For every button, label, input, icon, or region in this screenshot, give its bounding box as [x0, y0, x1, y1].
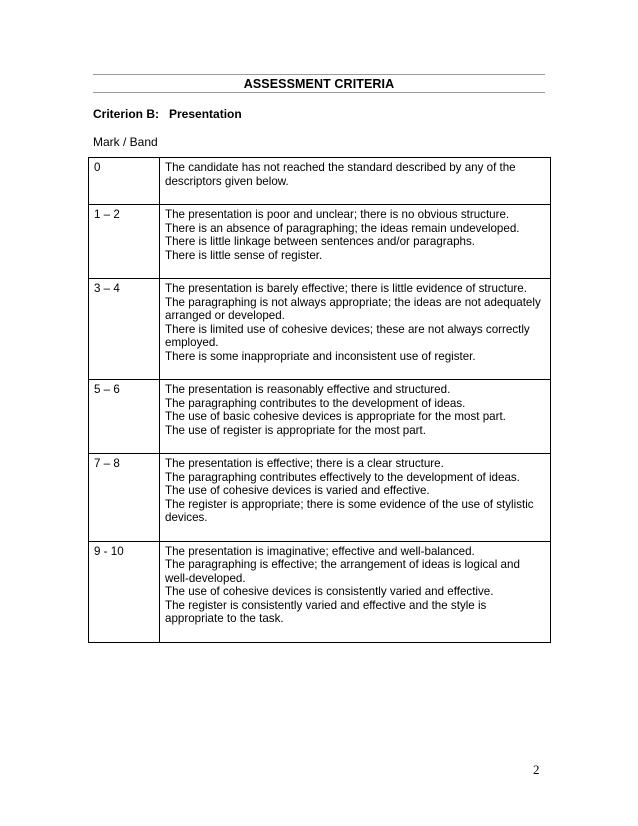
descriptor-line: The paragraphing is not always appropriate; the ideas are not adequately arranged or developed. [165, 295, 541, 322]
descriptor-line: The paragraphing contributes effectively to the development of ideas. [165, 470, 520, 484]
descriptor-cell [160, 454, 551, 542]
descriptor-line: The presentation is imaginative; effective and well-balanced. [165, 544, 475, 558]
band-cell: 5 – 6 [89, 380, 160, 454]
descriptor-line: The use of basic cohesive devices is appropriate for the most part. [165, 410, 506, 423]
criterion-name: Presentation [169, 107, 242, 121]
descriptor-line: The presentation is barely effective; there is little evidence of structure. [165, 282, 527, 295]
band-cell: 7 – 8 [89, 454, 160, 542]
descriptor-line: The paragraphing contributes to the development of ideas. [165, 396, 466, 410]
band-cell: 9 - 10 [89, 541, 160, 642]
table-row [89, 279, 551, 380]
heading-top-rule [93, 74, 545, 75]
table-row [89, 158, 551, 205]
criterion-label: Criterion B: [93, 107, 159, 121]
descriptor-cell [160, 380, 551, 454]
descriptor-line: The use of cohesive devices is varied and effective. [165, 484, 430, 497]
descriptor-line: The candidate has not reached the standard described by any of the descriptors given below. [165, 161, 516, 188]
descriptor-cell [160, 205, 551, 279]
descriptor-line: The register is consistently varied and effective and the style is appropriate to the task. [165, 598, 487, 625]
descriptor-line: The presentation is effective; there is a clear structure. [165, 457, 444, 470]
band-cell: 1 – 2 [89, 205, 160, 279]
descriptor-line: There is an absence of paragraphing; the ideas remain undeveloped. [165, 221, 520, 235]
band-cell: 3 – 4 [89, 279, 160, 380]
descriptor-line: There is little linkage between sentences and/or paragraphs. [165, 235, 475, 248]
descriptor-cell [160, 158, 551, 205]
page-title: ASSESSMENT CRITERIA [243, 77, 395, 91]
criterion-heading [93, 107, 242, 122]
descriptor-line: There is some inappropriate and inconsistent use of register. [165, 349, 476, 363]
page-number: 2 [533, 762, 540, 777]
descriptor-line: The presentation is reasonably effective and structured. [165, 383, 451, 396]
descriptor-line: The register is appropriate; there is some evidence of the use of stylistic devices. [165, 497, 534, 524]
table-row [89, 205, 551, 279]
descriptor-line: The paragraphing is effective; the arrangement of ideas is logical and well-developed. [165, 558, 520, 585]
heading-bottom-rule [93, 92, 545, 93]
band-cell: 0 [89, 158, 160, 205]
descriptor-cell [160, 279, 551, 380]
descriptor-line: The use of cohesive devices is consistently varied and effective. [165, 585, 494, 598]
descriptor-line: The use of register is appropriate for the most part. [165, 423, 426, 437]
descriptor-line: There is little sense of register. [165, 248, 323, 262]
descriptor-line: There is limited use of cohesive devices; these are not always correctly employed. [165, 322, 530, 349]
table-row [89, 541, 551, 642]
criteria-table [88, 157, 551, 643]
table-row [89, 380, 551, 454]
descriptor-cell [160, 541, 551, 642]
descriptor-line: The presentation is poor and unclear; there is no obvious structure. [165, 208, 510, 221]
mark-band-label: Mark / Band [93, 135, 158, 149]
table-row [89, 454, 551, 542]
